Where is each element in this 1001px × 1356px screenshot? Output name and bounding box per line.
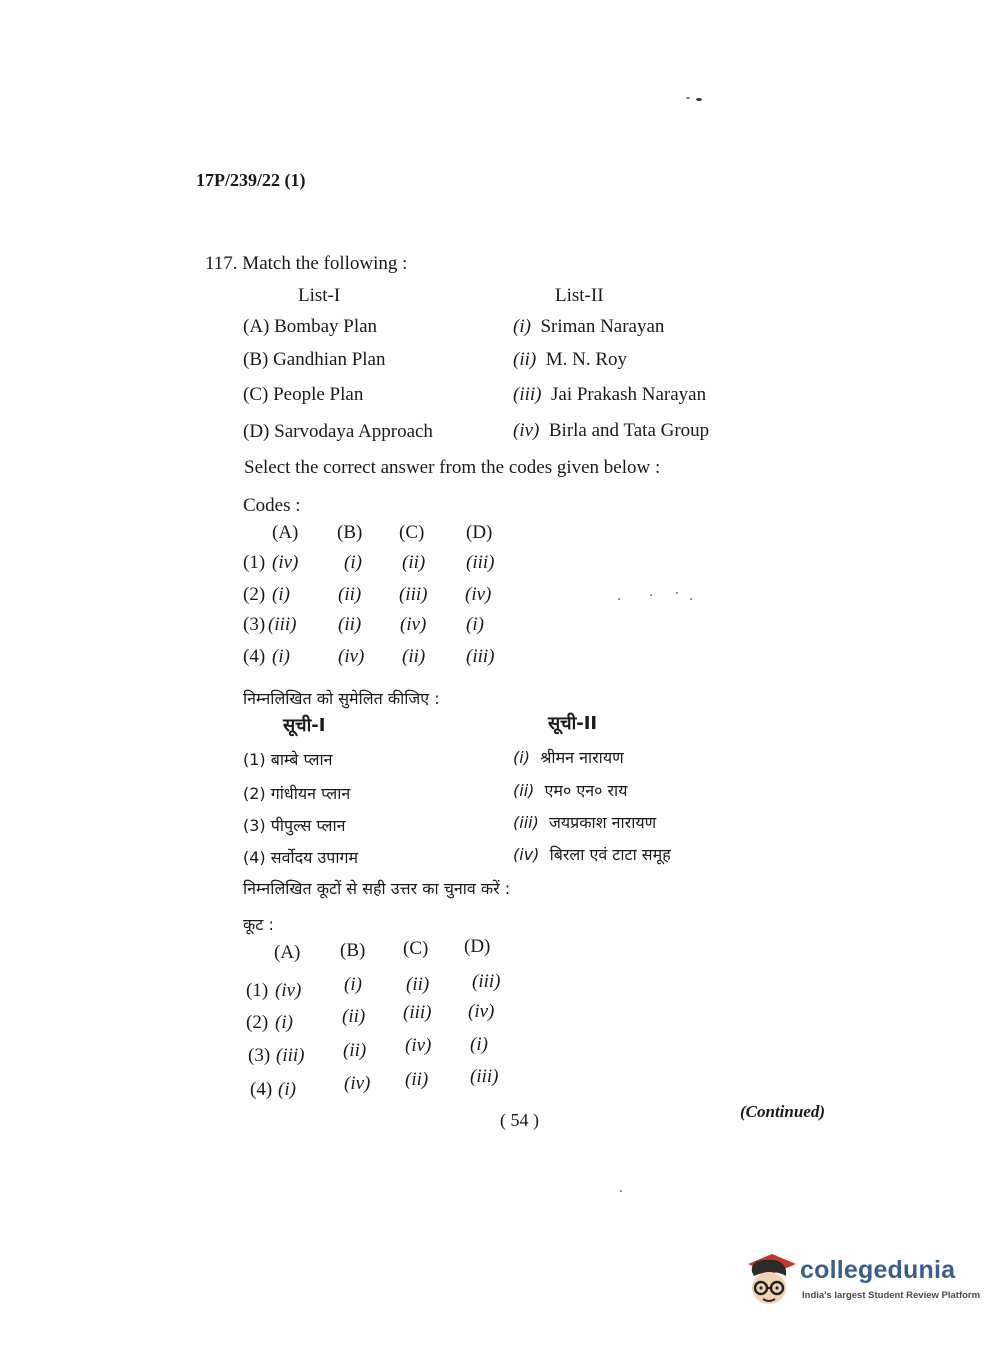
code-value: (i): [470, 1034, 488, 1055]
code-value: (ii): [338, 614, 362, 635]
list2-item: (iv) Birla and Tata Group: [513, 420, 710, 441]
column-header: (D): [464, 936, 491, 957]
code-value: (iii): [268, 614, 297, 635]
list1-item: (C) People Plan: [243, 384, 364, 405]
hindi-codes-label: कूट :: [243, 915, 274, 934]
code-value: (iv): [275, 980, 302, 1001]
code-value: (ii): [402, 646, 426, 667]
code-value: (iv): [400, 614, 427, 635]
list1-item: (B) Gandhian Plan: [243, 349, 386, 370]
hindi-list2-item: (ii) एम० एन० राय: [513, 781, 628, 800]
code-option: (1): [246, 980, 269, 1001]
list2-item: (iii) Jai Prakash Narayan: [513, 384, 707, 405]
logo-wordmark: collegedunia: [800, 1256, 956, 1284]
code-value: (iv): [465, 584, 492, 605]
code-value: (iii): [472, 971, 501, 992]
code-value: (i): [344, 974, 362, 995]
code-value: (ii): [342, 1006, 366, 1027]
list2-heading: List-II: [555, 285, 604, 306]
hindi-list2-item: (iv) बिरला एवं टाटा समूह: [513, 845, 671, 864]
collegedunia-logo[interactable]: [742, 1250, 981, 1310]
code-value: (ii): [343, 1040, 367, 1061]
list2-item: (i) Sriman Narayan: [513, 316, 665, 337]
code-value: (i): [466, 614, 484, 635]
list1-heading: List-I: [298, 285, 341, 306]
code-value: (i): [344, 552, 362, 573]
code-value: (iii): [276, 1045, 305, 1066]
hindi-list2-item: (i) श्रीमन नारायण: [513, 748, 624, 767]
hindi-list1-item: (2) गांधीयन प्लान: [243, 784, 351, 803]
code-option: (1): [243, 552, 266, 573]
code-value: (iii): [399, 584, 428, 605]
code-value: (iv): [344, 1073, 371, 1094]
codes-label: Codes :: [243, 495, 301, 516]
column-header: (C): [403, 938, 429, 959]
code-value: (iii): [466, 646, 495, 667]
column-header: (A): [274, 942, 301, 963]
code-value: (iv): [468, 1001, 495, 1022]
code-value: (ii): [338, 584, 362, 605]
code-value: (ii): [405, 1069, 429, 1090]
column-header: (C): [399, 522, 425, 543]
hindi-list1-item: (4) सर्वोदय उपागम: [243, 848, 359, 867]
code-option: (2): [243, 584, 266, 605]
page-number: ( 54 ): [500, 1110, 539, 1130]
question-prompt: Match the following :: [242, 253, 408, 274]
code-value: (iii): [403, 1002, 432, 1023]
hindi-list2-heading: सूची-II: [548, 713, 598, 734]
hindi-list1-item: (1) बाम्बे प्लान: [243, 750, 333, 769]
code-value: (i): [275, 1012, 293, 1033]
code-value: (ii): [402, 552, 426, 573]
hindi-list1-heading: सूची-I: [283, 715, 326, 736]
code-value: (iv): [338, 646, 365, 667]
code-value: (iii): [470, 1066, 499, 1087]
question-number-label: 117.: [205, 253, 238, 274]
code-value: (ii): [406, 974, 430, 995]
student-face-logo-icon: [742, 1250, 798, 1310]
column-header: (B): [337, 522, 363, 543]
code-value: (iv): [405, 1035, 432, 1056]
hindi-instruction: निम्नलिखित कूटों से सही उत्तर का चुनाव करें :: [243, 879, 511, 898]
code-value: (i): [278, 1079, 296, 1100]
list2-item: (ii) M. N. Roy: [513, 349, 628, 370]
column-header: (A): [272, 522, 299, 543]
hindi-list2-item: (iii) जयप्रकाश नारायण: [513, 813, 657, 832]
list1-item: (A) Bombay Plan: [243, 316, 378, 337]
column-header: (B): [340, 940, 366, 961]
code-option: (3): [248, 1045, 271, 1066]
continued-label: (Continued): [740, 1102, 826, 1121]
code-option: (2): [246, 1012, 269, 1033]
code-value: (i): [272, 646, 290, 667]
question-number: [205, 253, 407, 275]
paper-code: 17P/239/22 (1): [196, 170, 306, 190]
code-value: (i): [272, 584, 290, 605]
hindi-list1-item: (3) पीपुल्स प्लान: [243, 816, 346, 835]
code-option: (4): [243, 646, 266, 667]
logo-tagline: India's largest Student Review Platform: [802, 1290, 981, 1301]
column-header: (D): [466, 522, 493, 543]
code-value: (iv): [272, 552, 299, 573]
instruction: Select the correct answer from the codes given below :: [244, 457, 661, 478]
code-option: (3): [243, 614, 266, 635]
code-value: (iii): [466, 552, 495, 573]
hindi-prompt: निम्नलिखित को सुमेलित कीजिए :: [243, 689, 440, 708]
list1-item: (D) Sarvodaya Approach: [243, 421, 433, 442]
code-option: (4): [250, 1079, 273, 1100]
